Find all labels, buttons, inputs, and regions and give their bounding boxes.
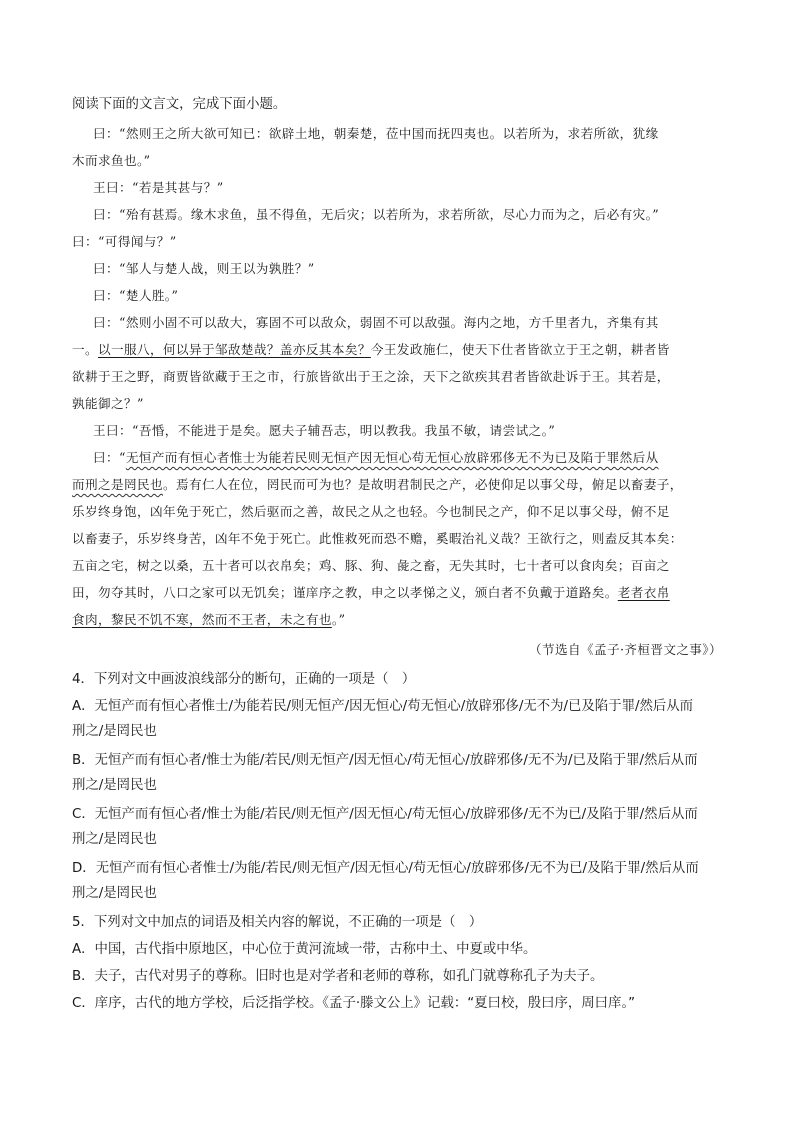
passage-line — [93, 448, 659, 468]
underlined-sentence: 食肉，黎民不饥不寒，然而不王者，未之有也 — [72, 612, 332, 627]
passage-line: 曰：“可得闻与？” — [72, 234, 177, 249]
source-citation: （节选自《孟子·齐桓晋文之事》） — [528, 642, 722, 657]
passage-text: 。” — [331, 612, 346, 627]
passage-line: 曰：“楚人胜。” — [93, 288, 179, 303]
passage-line: 孰能御之？” — [72, 396, 144, 411]
question-4-option-d: D．无恒产而有恒心者惟士/为能/若民/则无恒产/因无恒心/苟无恒心/放辟邪侈/无不为已/及陷于罪/然后从而 — [72, 861, 699, 876]
passage-line: 以畜妻子，乐岁终身苦，凶年不免于死亡。此惟救死而恐不赡，奚暇治礼义哉？王欲行之，则盍反其本矣： — [72, 531, 683, 546]
underlined-sentence: 以一服八，何以异于邹敌楚哉？盖亦反其本矣？ — [98, 342, 371, 357]
question-4-option-b-cont: 刑之/是罔民也 — [72, 778, 157, 793]
passage-text: 曰：“ — [93, 450, 126, 465]
passage-line: 曰：“然则小固不可以敌大，寡固不可以敌众，弱固不可以敌强。海内之地，方千里者九，齐集有其 — [93, 315, 659, 330]
passage-line — [72, 583, 670, 603]
question-4-option-c-cont: 刑之/是罔民也 — [72, 832, 157, 847]
question-5-option-c: C．庠序，古代的地方学校，后泛指学校。《孟子·滕文公上》记载：“夏曰校，殷曰序，周曰庠。” — [72, 996, 636, 1011]
passage-text: 田，勿夺其时，八口之家可以无饥矣；谨庠序之教，申之以孝悌之义，颁白者不负戴于道路矣。 — [72, 585, 618, 600]
question-4-option-b: B．无恒产而有恒心者/惟士为能/若民/则无恒产/因无恒心/苟无恒心/放辟邪侈/无不为/已及陷于罪/然后从而 — [72, 753, 698, 768]
underlined-sentence: 老者衣帛 — [617, 585, 670, 600]
question-5-option-b: B．夫子，古代对男子的尊称。旧时也是对学者和老师的尊称，如孔门就尊称孔子为夫子。 — [72, 969, 604, 984]
passage-line: 五亩之宅，树之以桑，五十者可以衣帛矣；鸡、豚、狗、彘之畜，无失其时，七十者可以食肉矣；百亩之 — [72, 558, 670, 573]
wavy-underlined-text: 无恒产而有恒心者惟士为能若民则无恒产因无恒心苟无恒心放辟邪侈无不为已及陷于罪然后从 — [125, 450, 659, 465]
passage-line: 欲耕于王之野，商贾皆欲藏于王之市，行旅皆欲出于王之涂，天下之欲疾其君者皆欲赴诉于王。其若是， — [72, 369, 670, 384]
passage-line — [72, 610, 345, 630]
passage-line: 王曰：“若是其甚与？” — [93, 180, 224, 195]
question-5-option-a: A．中国，古代指中原地区，中心位于黄河流域一带，古称中土、中夏或中华。 — [72, 942, 537, 957]
question-5-stem: 5．下列对文中加点的词语及相关内容的解说，不正确的一项是（ ） — [72, 915, 483, 930]
question-4-option-d-cont: 刑之/是罔民也 — [72, 886, 157, 901]
passage-text: 今王发政施仁，使天下仕者皆欲立于王之朝，耕者皆 — [370, 342, 670, 357]
passage-text: 。焉有仁人在位，罔民而可为也？是故明君制民之产，必使仰足以事父母，俯足以畜妻子， — [162, 477, 683, 492]
wavy-underlined-text: 而刑之是罔民也 — [72, 477, 163, 492]
passage-line: 乐岁终身饱，凶年免于死亡，然后驱而之善，故民之从之也轻。今也制民之产，仰不足以事父母，俯不足 — [72, 504, 670, 519]
passage-line: 王曰：“吾惛，不能进于是矣。愿夫子辅吾志，明以教我。我虽不敏，请尝试之。” — [93, 423, 556, 438]
passage-line: 木而求鱼也。” — [72, 153, 151, 168]
passage-line: 曰：“然则王之所大欲可知已：欲辟土地，朝秦楚，莅中国而抚四夷也。以若所为，求若所欲，犹缘 — [93, 126, 659, 141]
intro-instruction: 阅读下面的文言文，完成下面小题。 — [72, 97, 287, 112]
passage-line — [72, 475, 683, 495]
passage-line — [72, 340, 670, 360]
passage-line: 曰：“邹人与楚人战，则王以为孰胜？” — [93, 261, 315, 276]
question-4-option-c: C．无恒产而有恒心者/惟士为能/若民/则无恒产/因无恒心/苟无恒心/放辟邪侈/无不为已/及陷于罪/然后从而 — [72, 807, 698, 822]
question-4-stem: 4．下列对文中画波浪线部分的断句，正确的一项是（ ） — [72, 672, 416, 687]
question-4-option-a-cont: 刑之/是罔民也 — [72, 724, 157, 739]
question-4-option-a: A．无恒产而有恒心者惟士/为能若民/则无恒产/因无恒心/苟无恒心/放辟邪侈/无不为/已及陷于罪/然后从而 — [72, 699, 694, 714]
passage-text: 一。 — [72, 342, 98, 357]
passage-line: 曰：“殆有甚焉。缘木求鱼，虽不得鱼，无后灾；以若所为，求若所欲，尽心力而为之，后必有灾。” — [93, 207, 660, 222]
